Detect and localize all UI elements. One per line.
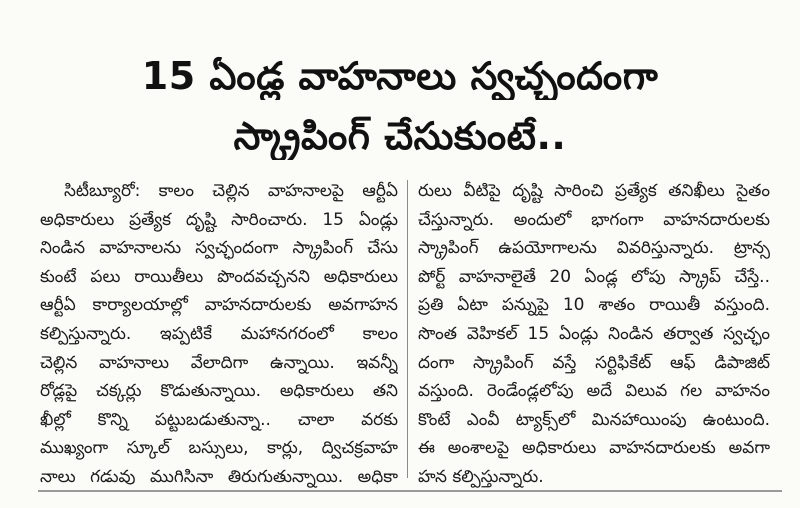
left-line: రోడ్లపై చక్కర్లు కొడుతున్నాయి. అధికారులు తని (40, 381, 398, 402)
right-line: చేస్తున్నారు. అందులో భాగంగా వాహనదారులకు (418, 209, 770, 230)
left-line: ఖీల్లో కొన్ని పట్టుబడుతున్నా.. చాలా వరకు (40, 409, 398, 430)
right-line: దంగా స్క్రాపింగ్ వస్తే సర్టిఫికేట్ ఆఫ్ డిపాజిట్ (418, 352, 770, 373)
right-line: ఈ అంశాలపై అధికారులు వాహనదారులకు అవగా (418, 438, 770, 459)
left-line: చెల్లిన వాహనాలు వేలాదిగా ఉన్నాయి. ఇవన్నీ (40, 352, 398, 373)
left-line: నిండిన వాహనాలను స్వచ్ఛందంగా స్క్రాపింగ్ చేసు (40, 238, 398, 259)
right-line: వస్తుంది. రెండేండ్లలోపు అదే విలువ గల వాహనం (418, 381, 770, 402)
bottom-rule (38, 490, 782, 492)
right-line: హన కల్పిస్తున్నారు. (418, 466, 544, 487)
right-line: పోర్ట్ వాహనాలైతే 20 ఏండ్ల లోపు స్క్రాప్ చేస్తే.. (418, 266, 770, 287)
headline-line-1: 15 ఏండ్ల వాహనాలు స్వచ్ఛందంగా (141, 54, 659, 98)
left-column (40, 177, 398, 492)
column-divider (407, 180, 408, 478)
right-column (418, 177, 770, 492)
left-line: అధికారులు ప్రత్యేక దృష్టి సారించారు. 15 ఏండ్లు (40, 209, 398, 230)
right-line: రులు వీటిపై దృష్టి సారించి ప్రత్యేక తనిఖీలు సైతం (418, 181, 770, 201)
left-line: ముఖ్యంగా స్కూల్ బస్సులు, కార్లు, ద్విచక్రవాహ (40, 438, 398, 459)
right-line: స్క్రాపింగ్ ఉపయోగాలను వివరిస్తున్నారు. ట్రాన్స (418, 238, 770, 259)
left-line: ఆర్టీఏ కార్యాలయాల్లో వాహనదారులకు అవగాహన (40, 295, 398, 316)
left-line: సిటీబ్యూరో: కాలం చెల్లిన వాహనాలపై ఆర్టీఏ (64, 181, 398, 201)
right-line: కొంటే ఎంవీ ట్యాక్స్‌లో మినహాయింపు ఉంటుంది. (418, 409, 770, 430)
right-line: ప్రతి ఏటా పన్నుపై 10 శాతం రాయితీ వస్తుంది. (418, 295, 770, 316)
left-line: కుంటే పలు రాయితీలు పొందవచ్చనని అధికారులు (40, 266, 398, 287)
left-line: నాలు గడువు ముగిసినా తిరుగుతున్నాయి. అధికా (40, 466, 398, 487)
headline-line-2: స్క్రాపింగ్ చేసుకుంటే.. (233, 114, 567, 158)
left-line: కల్పిస్తున్నారు. ఇప్పటికే మహానగరంలో కాలం (40, 323, 398, 344)
right-line: సొంత వెహికల్ 15 ఏండ్లు నిండిన తర్వాత స్వచ్ఛం (418, 323, 770, 344)
